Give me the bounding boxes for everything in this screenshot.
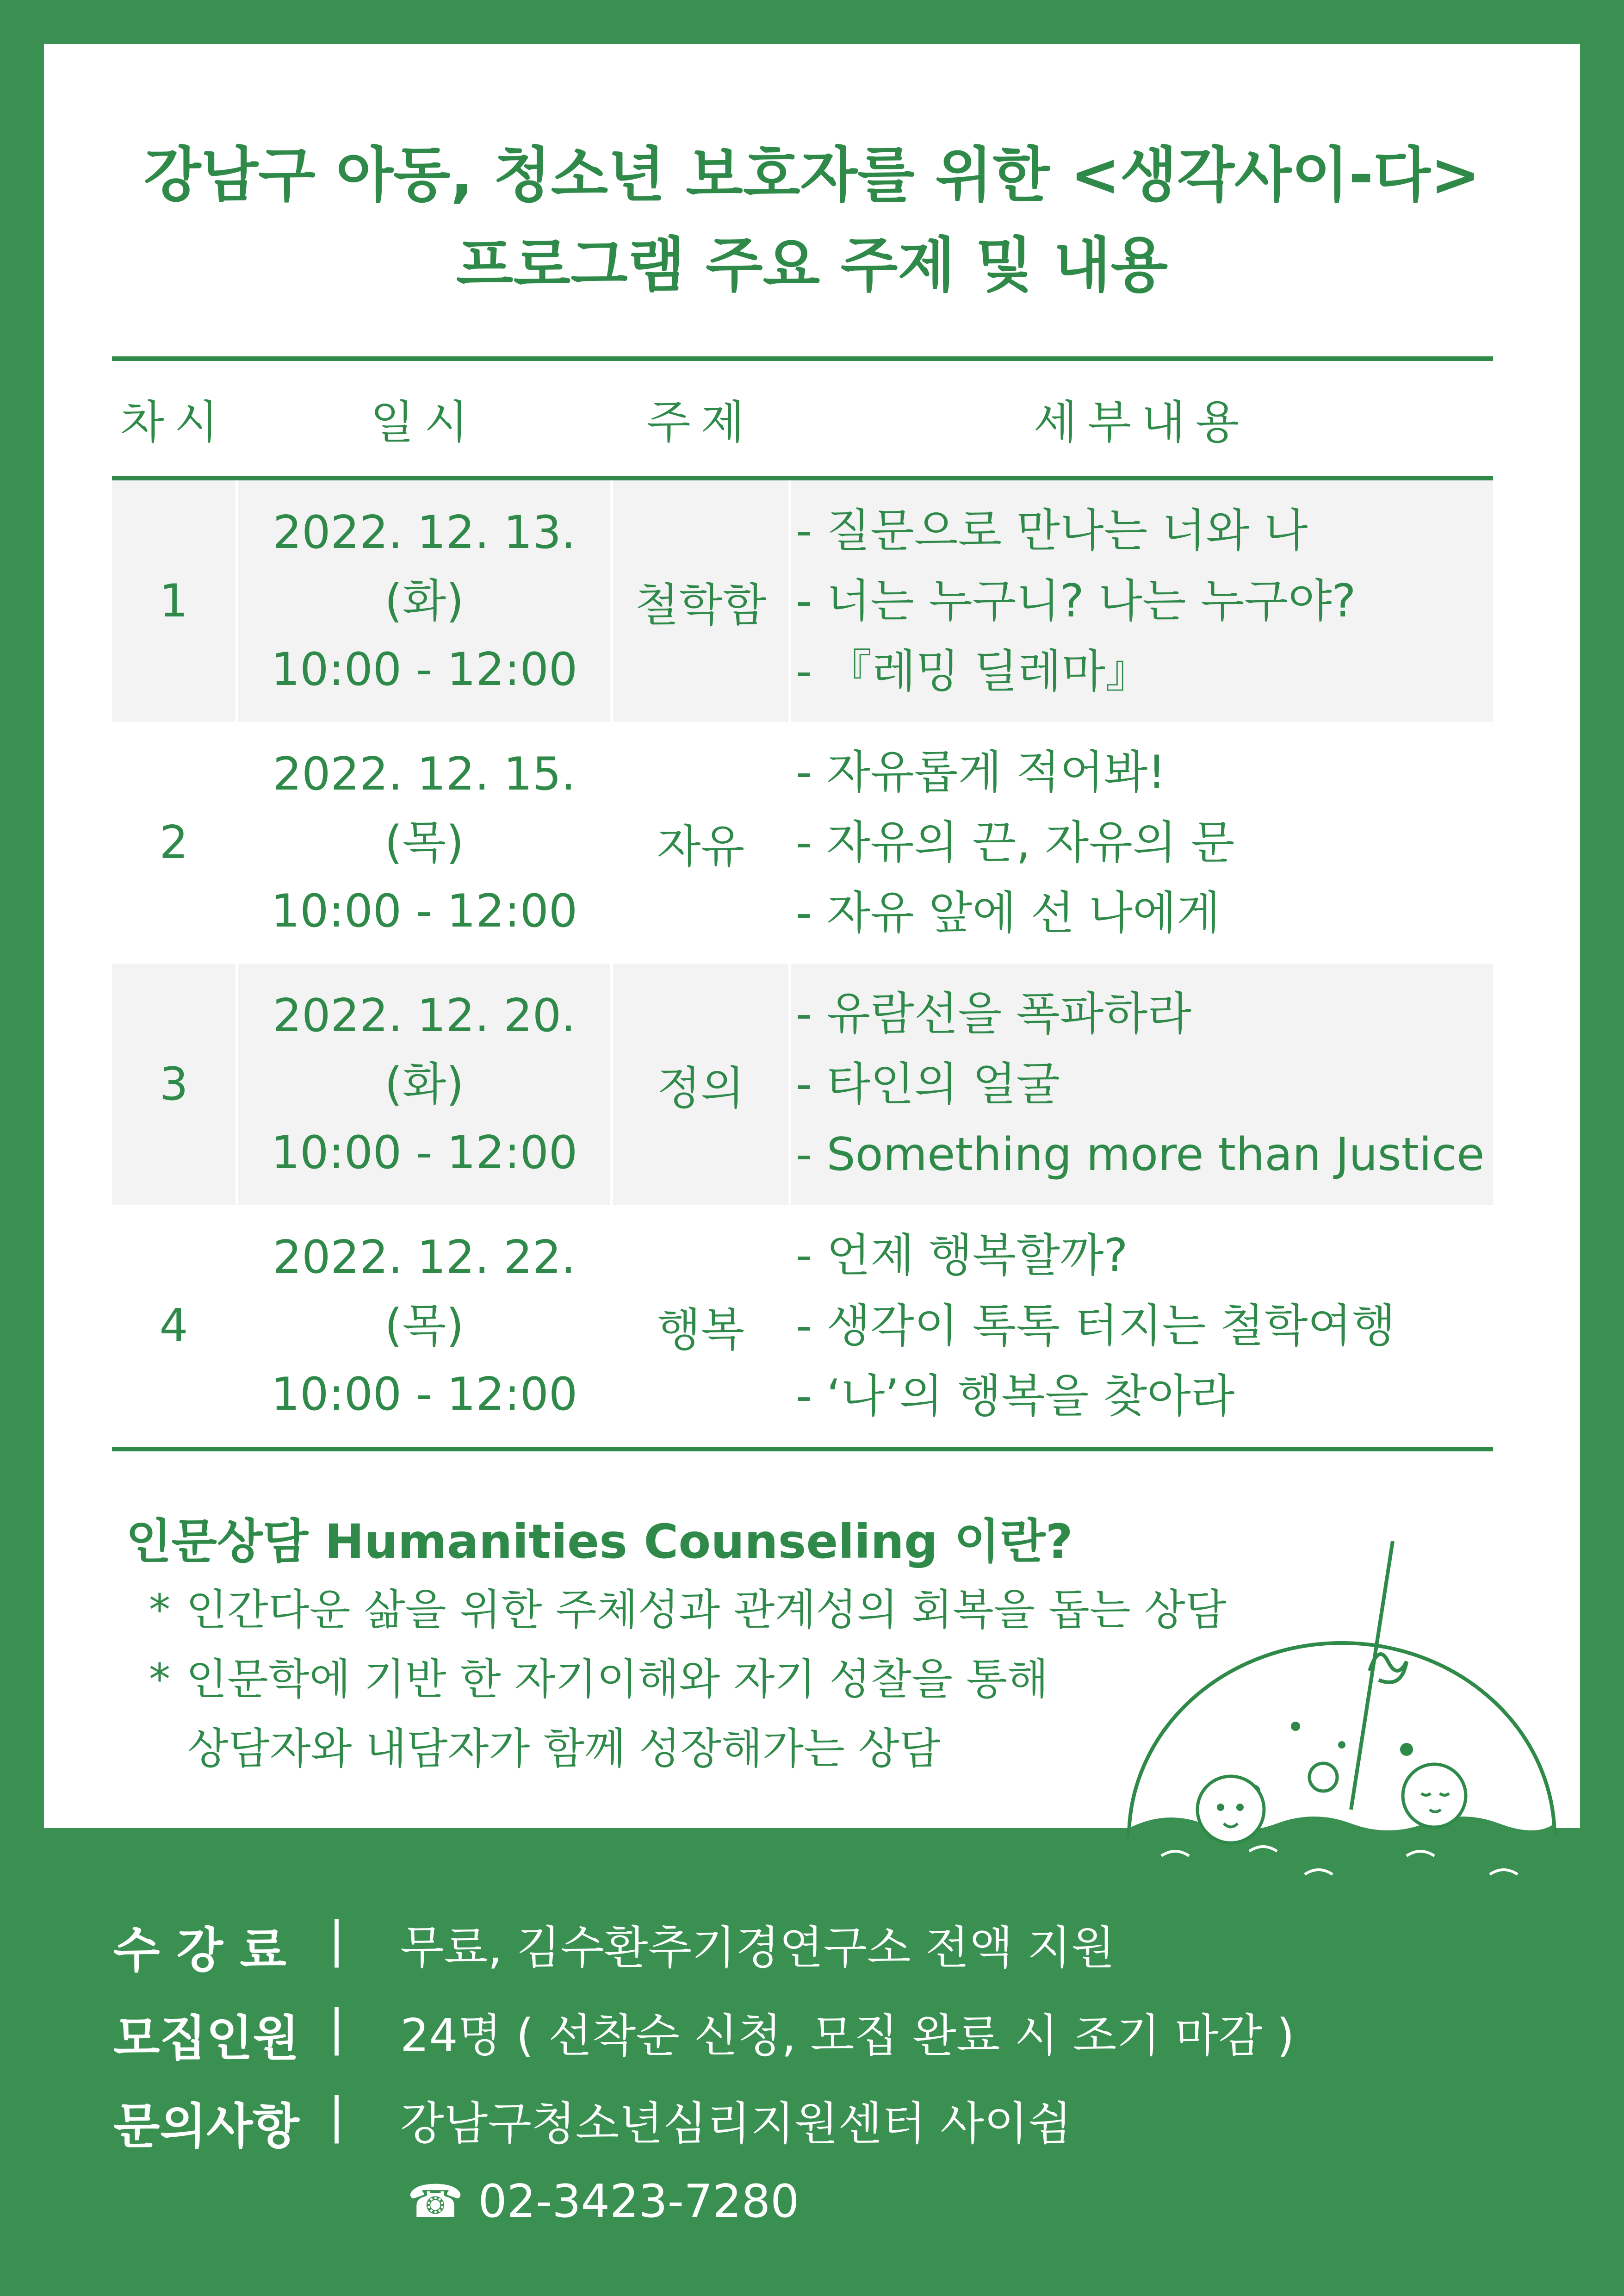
contact-value: 강남구청소년심리지원센터 사이쉼 [400,2097,1072,2150]
session-time: 10:00 - 12:00 [271,1126,578,1179]
asterisk-icon: * [149,1655,170,1704]
fee-label: 수 강 료 [113,1922,286,1979]
header-details: 세부내용 [790,359,1493,478]
session-number: 4 [112,1205,237,1449]
detail-item: - ‘나’의 행복을 찾아라 [796,1370,1235,1423]
session-number: 2 [159,816,188,869]
contact-label: 문의사항 [113,2098,299,2154]
poster-title-line2: 프로그램 주요 주제 및 내용 [456,231,1168,300]
fee-value: 무료, 김수환추기경연구소 전액 지원 [400,1922,1115,1974]
separator: | [329,1999,345,2056]
session-details [790,964,1493,1205]
detail-item: - 자유의 끈, 자유의 문 [796,816,1235,869]
humanities-line [149,1576,1227,1637]
humanities-line [149,1645,1048,1706]
session-date: 2022. 12. 13.(화) [273,506,576,628]
detail-item: - 자유롭게 적어봐! [796,746,1166,799]
table-row [112,478,1493,722]
session-datetime [237,1205,612,1449]
recruit-label: 모집인원 [113,2010,299,2066]
table-row [112,964,1493,1205]
schedule-table [112,356,1493,1451]
detail-item: - 타인의 얼굴 [796,1058,1060,1111]
session-time: 10:00 - 12:00 [271,643,578,696]
humanities-counseling-title: 인문상담 Humanities Counseling 이란? [126,1514,1073,1569]
table-row [112,722,1493,964]
header-session: 차시 [112,359,237,478]
session-details [790,1205,1493,1449]
separator: | [329,2087,345,2144]
session-topic: 정의 [612,964,790,1205]
poster-title-line1: 강남구 아동, 청소년 보호자를 위한 <생각사이-다> [143,141,1481,210]
humanities-line-text: 인간다운 삶을 위한 주체성과 관계성의 회복을 돕는 상담 [186,1585,1227,1635]
session-time: 10:00 - 12:00 [271,1368,578,1421]
table-row [112,1205,1493,1449]
session-topic: 자유 [612,722,790,964]
session-date: 2022. 12. 20.(화) [273,989,576,1111]
session-topic: 행복 [612,1205,790,1449]
detail-item: - 자유 앞에 선 나에게 [796,887,1221,940]
detail-item: - 너는 누구니? 나는 누구야? [796,575,1356,628]
header-datetime: 일시 [237,359,612,478]
session-number: 1 [112,478,237,722]
header-topic: 주제 [612,359,790,478]
session-time: 10:00 - 12:00 [271,885,578,938]
detail-item: - 유람선을 폭파하라 [796,988,1192,1040]
session-number: 3 [112,964,237,1205]
session-datetime [237,478,612,722]
session-datetime [237,722,612,964]
humanities-line-text: 상담자와 내담자가 함께 성장해가는 상담 [187,1724,941,1773]
detail-item: - Something more than Justice [796,1128,1485,1181]
separator: | [329,1911,345,1968]
phone-number: ☎ 02-3423-7280 [407,2175,800,2228]
session-date: 2022. 12. 22.(목) [273,1231,576,1352]
asterisk-icon: * [149,1585,170,1635]
session-details [790,722,1493,964]
children-swimming-illustration [1110,1532,1568,1925]
table-header-row [112,359,1493,478]
session-datetime [237,964,612,1205]
session-topic: 철학함 [612,478,790,722]
detail-item: - 『레밍 딜레마』 [796,645,1151,698]
humanities-line-text: 인문학에 기반 한 자기이해와 자기 성찰을 통해 [186,1655,1049,1704]
detail-item: - 언제 행복할까? [796,1229,1128,1282]
session-date: 2022. 12. 15.(목) [273,748,576,869]
detail-item: - 질문으로 만나는 너와 나 [796,504,1308,557]
recruit-value: 24명 ( 선착순 신청, 모집 완료 시 조기 마감 ) [400,2010,1295,2062]
session-details [790,478,1493,722]
detail-item: - 생각이 톡톡 터지는 철학여행 [796,1300,1395,1352]
